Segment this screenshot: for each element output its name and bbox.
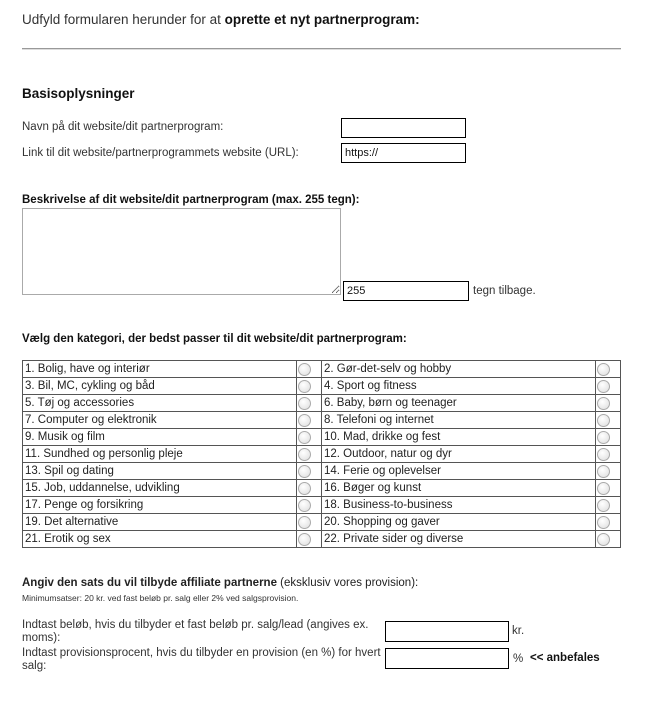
rates-title-normal: (eksklusiv vores provision): [276, 577, 419, 589]
category-radio-cell[interactable] [296, 463, 321, 480]
category-radio-cell[interactable] [595, 412, 620, 429]
category-radio[interactable] [597, 533, 610, 546]
category-radio-cell[interactable] [296, 446, 321, 463]
description-label: Beskrivelse af dit website/dit partnerprogram (max. 255 tegn): [22, 194, 360, 206]
url-label: Link til dit website/partnerprogrammets website (URL): [22, 147, 299, 159]
fixed-amount-unit: kr. [512, 625, 525, 637]
category-radio-cell[interactable] [595, 463, 620, 480]
category-radio-cell[interactable] [296, 361, 321, 378]
category-row [23, 361, 621, 378]
category-radio-cell[interactable] [595, 429, 620, 446]
rates-title-bold: Angiv den sats du vil tilbyde affiliate partnerne [22, 577, 277, 589]
category-radio-cell[interactable] [595, 378, 620, 395]
category-radio[interactable] [597, 465, 610, 478]
chars-left-suffix: tegn tilbage. [473, 285, 536, 297]
fixed-amount-label: Indtast beløb, hvis du tilbyder et fast beløb pr. salg/lead (angives ex. moms): [22, 619, 369, 644]
category-radio[interactable] [597, 431, 610, 444]
category-label: 4. Sport og fitness [321, 378, 595, 395]
category-radio[interactable] [298, 414, 311, 427]
category-label: 15. Job, uddannelse, udvikling [23, 480, 297, 497]
category-radio[interactable] [298, 363, 311, 376]
category-label: 6. Baby, børn og teenager [321, 395, 595, 412]
category-radio-cell[interactable] [296, 378, 321, 395]
category-row [23, 480, 621, 497]
category-radio-cell[interactable] [595, 514, 620, 531]
category-radio[interactable] [597, 516, 610, 529]
category-label: 16. Bøger og kunst [321, 480, 595, 497]
category-table [22, 360, 621, 548]
category-radio[interactable] [597, 414, 610, 427]
category-radio-cell[interactable] [595, 531, 620, 548]
category-label: 2. Gør-det-selv og hobby [321, 361, 595, 378]
category-label: 5. Tøj og accessories [23, 395, 297, 412]
category-radio-cell[interactable] [296, 429, 321, 446]
category-label: 9. Musik og film [23, 429, 297, 446]
category-label: 21. Erotik og sex [23, 531, 297, 548]
category-radio[interactable] [597, 499, 610, 512]
rates-minimum: Minimumsatser: 20 kr. ved fast beløb pr. salg eller 2% ved salgsprovision. [22, 593, 299, 603]
category-radio[interactable] [298, 448, 311, 461]
category-radio-cell[interactable] [296, 395, 321, 412]
category-radio[interactable] [298, 397, 311, 410]
category-label: 11. Sundhed og personlig pleje [23, 446, 297, 463]
description-textarea[interactable] [22, 208, 341, 295]
category-radio-cell[interactable] [296, 514, 321, 531]
category-radio-cell[interactable] [595, 361, 620, 378]
divider [22, 48, 621, 50]
category-label: 3. Bil, MC, cykling og båd [23, 378, 297, 395]
recommended-note: << anbefales [530, 652, 600, 664]
percent-label: Indtast provisionsprocent, hvis du tilbyder en provision (en %) for hvert salg: [22, 647, 381, 672]
category-label: 17. Penge og forsikring [23, 497, 297, 514]
category-radio[interactable] [298, 482, 311, 495]
category-radio[interactable] [298, 465, 311, 478]
category-radio[interactable] [298, 516, 311, 529]
category-radio[interactable] [597, 448, 610, 461]
category-label: 13. Spil og dating [23, 463, 297, 480]
category-radio[interactable] [298, 499, 311, 512]
category-label: 14. Ferie og oplevelser [321, 463, 595, 480]
category-radio-cell[interactable] [595, 446, 620, 463]
category-label: 22. Private sider og diverse [321, 531, 595, 548]
category-radio-cell[interactable] [296, 480, 321, 497]
category-row [23, 531, 621, 548]
name-input[interactable] [341, 118, 466, 138]
category-row [23, 446, 621, 463]
name-label: Navn på dit website/dit partnerprogram: [22, 121, 224, 133]
category-label: 7. Computer og elektronik [23, 412, 297, 429]
chars-left-counter [343, 281, 469, 301]
percent-input[interactable] [385, 648, 509, 669]
intro-bold: oprette et nyt partnerprogram: [224, 12, 420, 27]
category-label: 18. Business-to-business [321, 497, 595, 514]
category-radio[interactable] [298, 380, 311, 393]
url-input[interactable] [341, 143, 466, 163]
category-radio[interactable] [298, 431, 311, 444]
category-radio-cell[interactable] [595, 480, 620, 497]
section-title-basic: Basisoplysninger [22, 86, 135, 101]
category-radio[interactable] [597, 397, 610, 410]
fixed-amount-input[interactable] [385, 621, 509, 642]
category-label: Vælg den kategori, der bedst passer til dit website/dit partnerprogram: [22, 333, 407, 345]
category-label: 8. Telefoni og internet [321, 412, 595, 429]
category-radio[interactable] [597, 482, 610, 495]
category-row [23, 378, 621, 395]
category-row [23, 463, 621, 480]
category-radio[interactable] [597, 380, 610, 393]
category-row [23, 412, 621, 429]
category-row [23, 514, 621, 531]
intro-plain: Udfyld formularen herunder for at [22, 12, 225, 27]
intro-text [22, 12, 420, 27]
category-radio-cell[interactable] [595, 395, 620, 412]
category-label: 19. Det alternative [23, 514, 297, 531]
category-radio[interactable] [298, 533, 311, 546]
category-radio-cell[interactable] [296, 412, 321, 429]
category-label: 12. Outdoor, natur og dyr [321, 446, 595, 463]
category-row [23, 429, 621, 446]
category-label: 10. Mad, drikke og fest [321, 429, 595, 446]
category-radio-cell[interactable] [595, 497, 620, 514]
category-radio-cell[interactable] [296, 531, 321, 548]
category-row [23, 497, 621, 514]
category-row [23, 395, 621, 412]
category-label: 20. Shopping og gaver [321, 514, 595, 531]
category-radio-cell[interactable] [296, 497, 321, 514]
percent-unit: % [513, 653, 524, 665]
category-label: 1. Bolig, have og interiør [23, 361, 297, 378]
category-radio[interactable] [597, 363, 610, 376]
rates-title [22, 577, 418, 589]
